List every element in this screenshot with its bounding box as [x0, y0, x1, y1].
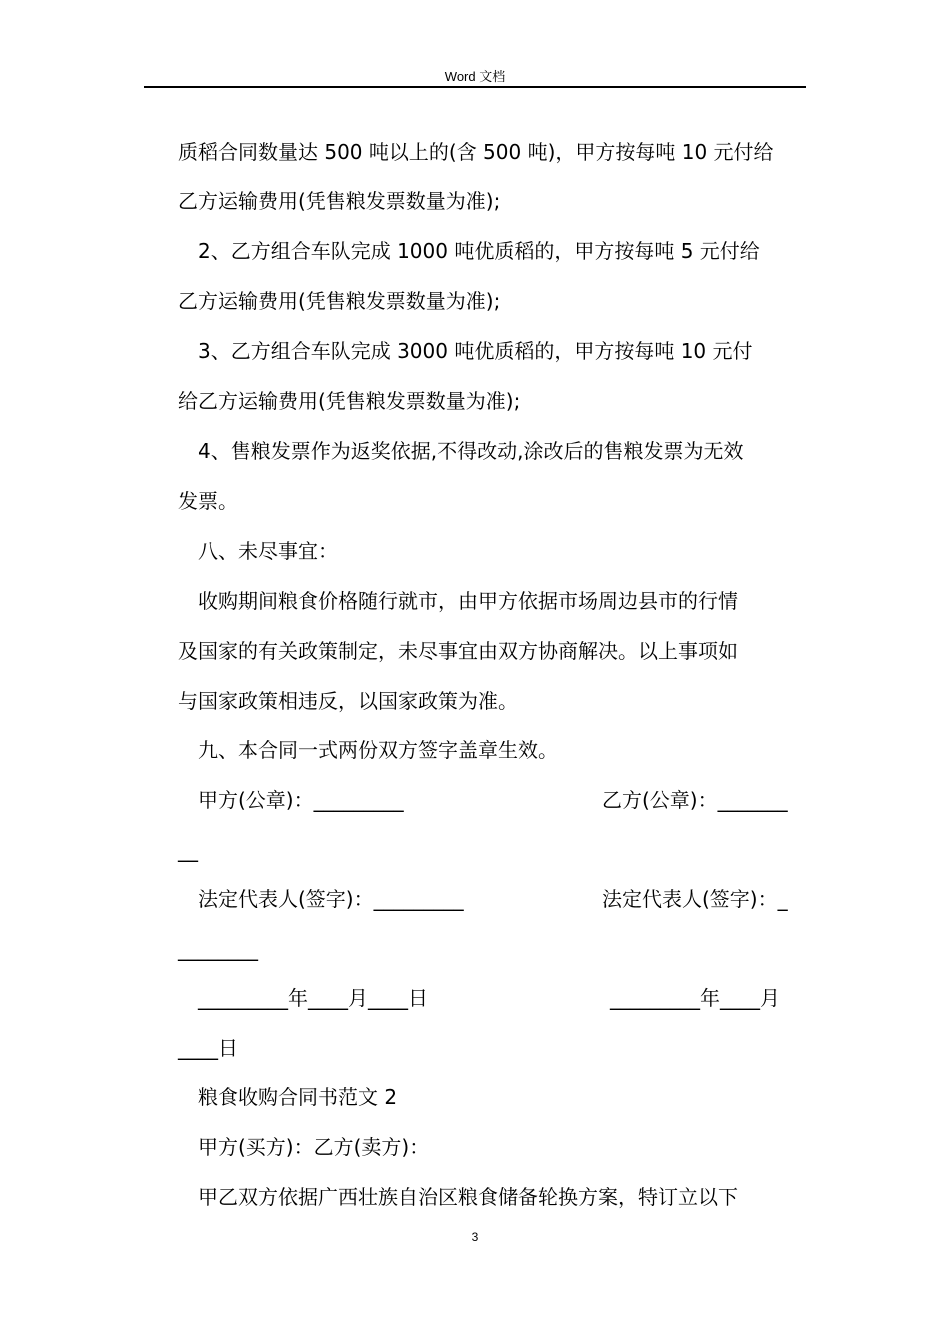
section-heading: 九、本合同一式两份双方签字盖章生效。 — [198, 738, 558, 762]
rep-b-signature-cont: ________ — [178, 937, 258, 961]
date-b: _________年____月 — [610, 986, 780, 1010]
section-title: 粮食收购合同书范文 2 — [198, 1085, 398, 1109]
party-a-seal: 甲方(公章)：_________ — [198, 788, 404, 812]
header-rule — [144, 86, 806, 88]
paragraph-line: 与国家政策相违反，以国家政策为准。 — [178, 689, 518, 713]
parties-line: 甲方(买方)：乙方(卖方)： — [198, 1135, 430, 1159]
paragraph-line: 乙方运输费用(凭售粮发票数量为准); — [178, 189, 501, 213]
paragraph-line: 3、乙方组合车队完成 3000 吨优质稻的，甲方按每吨 10 元付 — [198, 339, 753, 363]
paragraph-line: 质稻合同数量达 500 吨以上的(含 500 吨)，甲方按每吨 10 元付给 — [178, 140, 774, 164]
paragraph-line: 及国家的有关政策制定，未尽事宜由双方协商解决。以上事项如 — [178, 639, 738, 663]
paragraph-line: 甲乙双方依据广西壮族自治区粮食储备轮换方案，特订立以下 — [198, 1185, 738, 1209]
paragraph-line: 2、乙方组合车队完成 1000 吨优质稻的，甲方按每吨 5 元付给 — [198, 239, 760, 263]
rep-b-signature: 法定代表人(签字)：_ — [602, 887, 788, 911]
paragraph-line: 给乙方运输费用(凭售粮发票数量为准); — [178, 389, 521, 413]
section-heading: 八、未尽事宜： — [198, 539, 338, 563]
page-number: 3 — [471, 1230, 479, 1244]
document-header: Word 文档 — [444, 69, 506, 84]
date-b-cont: ____日 — [178, 1036, 238, 1060]
paragraph-line: 发票。 — [178, 489, 238, 513]
paragraph-line: 乙方运输费用(凭售粮发票数量为准); — [178, 289, 501, 313]
paragraph-line: 收购期间粮食价格随行就市，由甲方依据市场周边县市的行情 — [198, 589, 738, 613]
rep-a-signature: 法定代表人(签字)：_________ — [198, 887, 464, 911]
party-b-seal-cont: __ — [178, 838, 198, 862]
party-b-seal: 乙方(公章)：_______ — [602, 788, 788, 812]
date-a: _________年____月____日 — [198, 986, 428, 1010]
paragraph-line: 4、售粮发票作为返奖依据,不得改动,涂改后的售粮发票为无效 — [198, 439, 744, 463]
